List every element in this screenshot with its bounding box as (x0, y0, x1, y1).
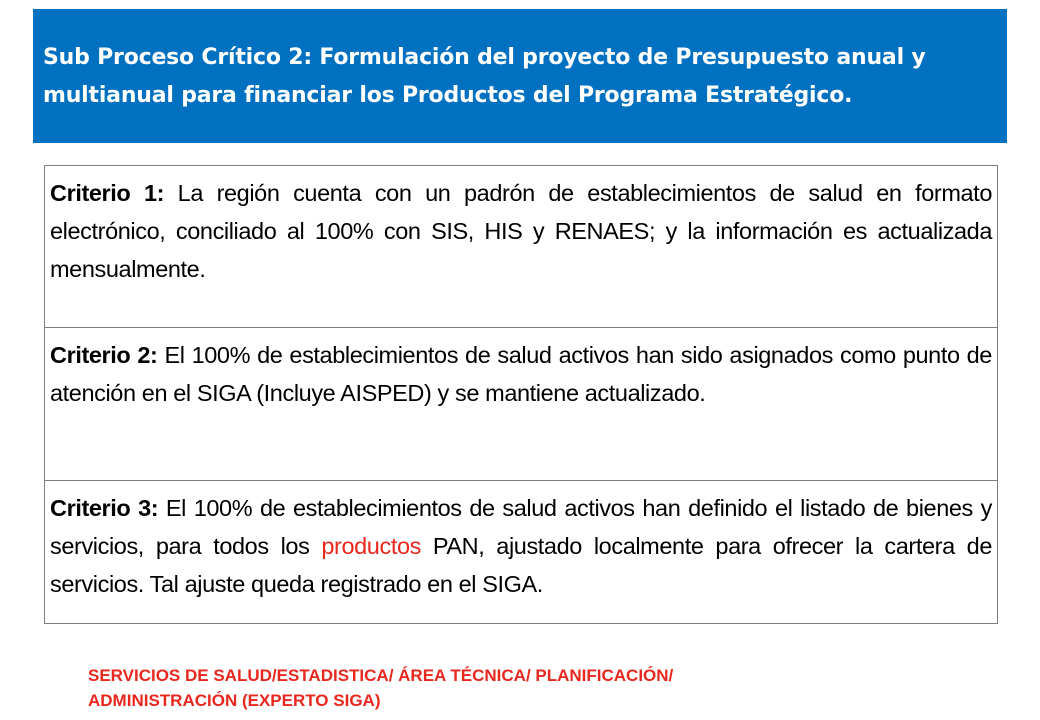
criteria-label-3: Criterio 3: (50, 495, 159, 521)
responsible-areas-note (88, 663, 988, 713)
criteria-cell-3 (45, 481, 998, 624)
responsible-areas-line-1: SERVICIOS DE SALUD/ESTADISTICA/ ÁREA TÉCNICA/ PLANIFICACIÓN/ (88, 666, 674, 685)
header-banner (33, 9, 1007, 143)
criteria-text-3-after: PAN, ajustado localmente para ofrecer la cartera de servicios. Tal ajuste queda registrado en el SIGA. (50, 533, 993, 597)
criteria-text-3-highlight: productos (321, 533, 421, 559)
criteria-row-2 (45, 328, 998, 481)
criteria-label-1: Criterio 1: (50, 180, 165, 206)
criteria-row-3 (45, 481, 998, 624)
criteria-cell-2 (45, 328, 998, 481)
criteria-text-2: El 100% de establecimientos de salud activos han sido asignados como punto de atención en el SIGA (Incluye AISPED) y se mantiene actualizado. (50, 342, 992, 406)
page-title-line-2: multianual para financiar los Productos del Programa Estratégico. (43, 83, 853, 108)
page-title-line-1: Sub Proceso Crítico 2: Formulación del proyecto de Presupuesto anual y (43, 45, 926, 70)
criteria-cell-1 (45, 166, 998, 328)
criteria-table (44, 165, 998, 624)
page-title (43, 39, 997, 115)
criteria-label-2: Criterio 2: (50, 342, 158, 368)
criteria-row-1 (45, 166, 998, 328)
criteria-text-3-before: El 100% de establecimientos de salud activos han definido el listado de bienes y servicios, para todos los (50, 495, 992, 559)
responsible-areas-line-2: ADMINISTRACIÓN (EXPERTO SIGA) (88, 691, 381, 710)
criteria-text-1: La región cuenta con un padrón de establecimientos de salud en formato electrónico, conciliado al 100% con SIS, HIS y RENAES; y la información es actualizada mensualmente. (50, 180, 992, 282)
